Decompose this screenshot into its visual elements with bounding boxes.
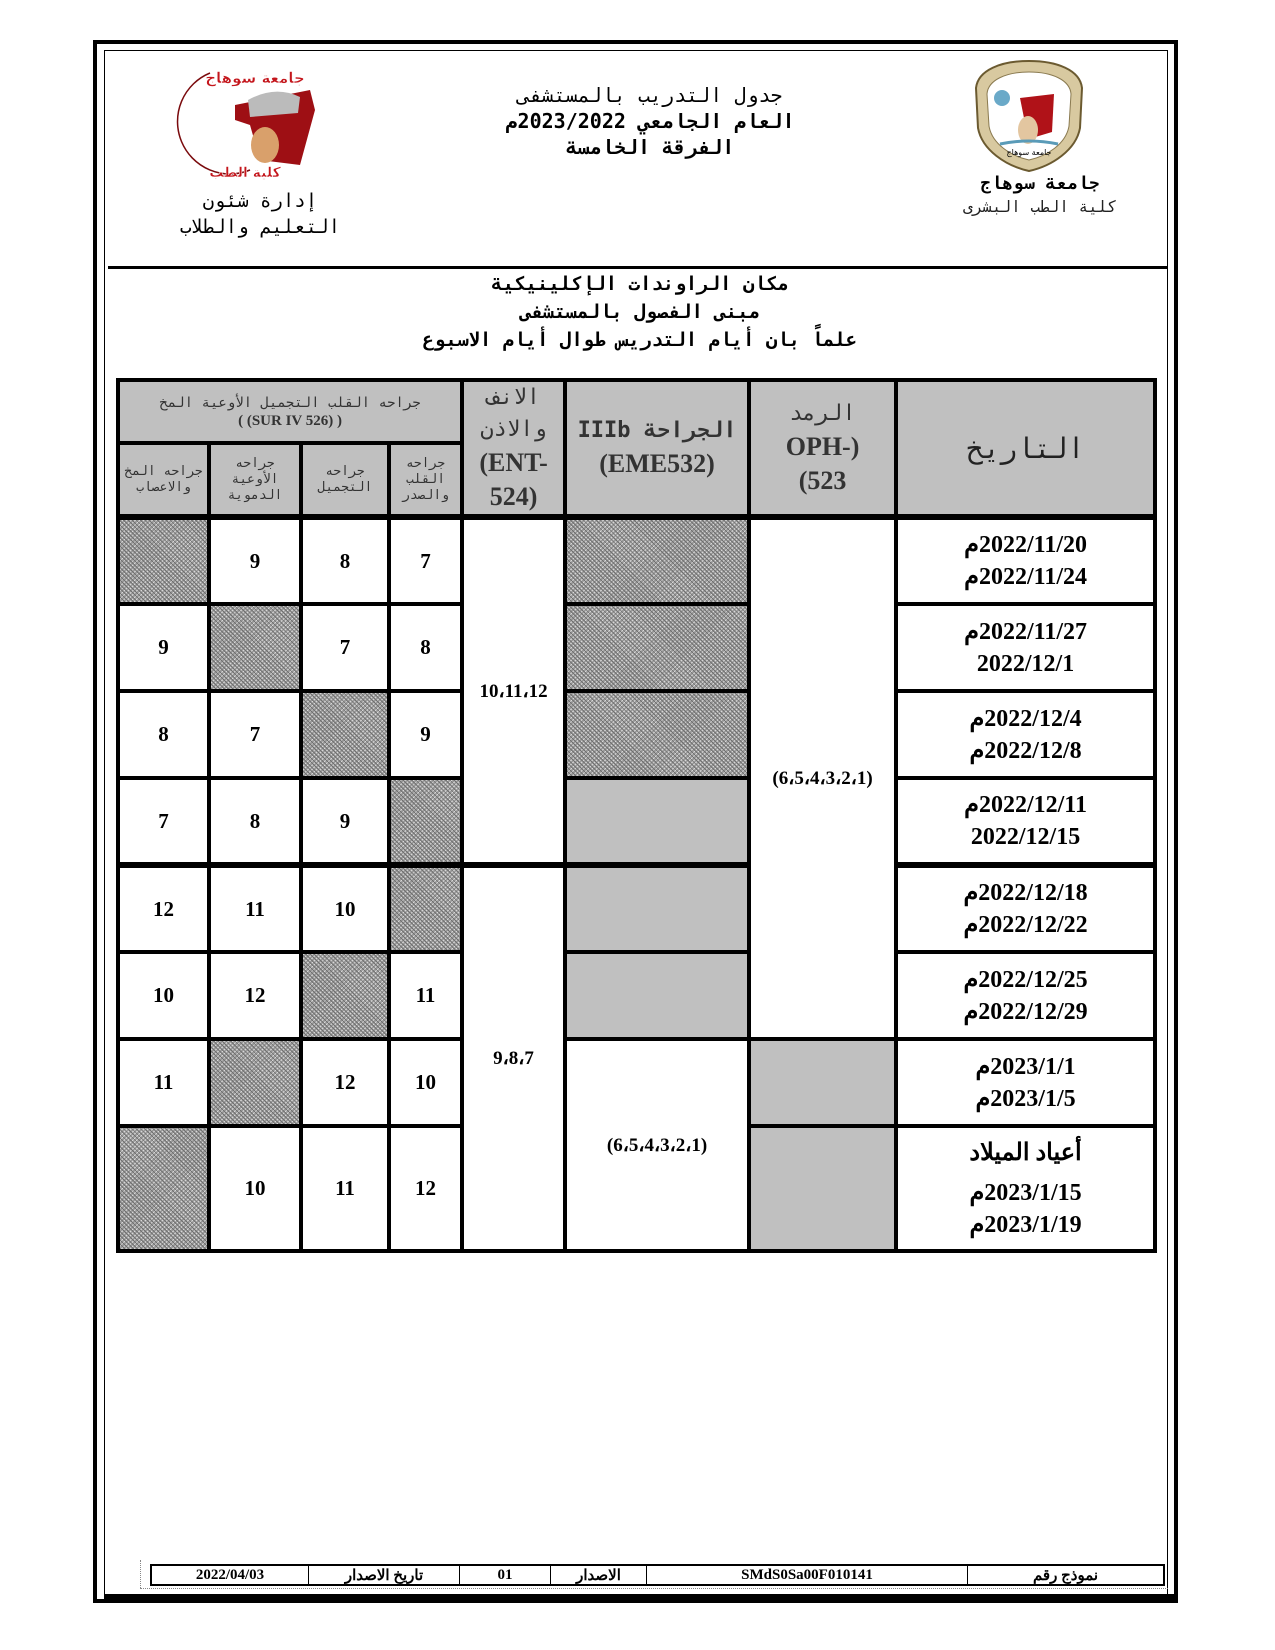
plastic-cell: 8 [301,517,389,604]
header-vascular-surgery: جراحه الأوعية الدموية [209,443,301,517]
date-cell [896,1126,1155,1251]
surgery-cell-empty [565,691,749,778]
header-plastic-surgery: جراحه التجميل [301,443,389,517]
teaching-days-note: علماً بان أيام التدريس طوال أيام الاسبوع [422,329,858,351]
neuro-cell: 8 [118,691,209,778]
plastic-cell: 10 [301,865,389,952]
ent-title-line2: والاذن [480,417,547,442]
date-cell [896,778,1155,865]
table-row [118,517,1155,604]
date-end: 2022/12/8م [969,737,1082,764]
admin-office-line2: التعليم والطلاب [179,216,341,238]
class-year: الفرقة الخامسة [565,135,735,159]
schedule-table-wrapper [116,378,1153,1253]
date-cell [896,604,1155,691]
plastic-cell-empty [301,691,389,778]
date-start: 2023/1/15م [969,1179,1082,1206]
neuro-cell: 12 [118,865,209,952]
oph-groups-block: (6،5،4،3،2،1) [749,517,896,1039]
oph-code-line1: OPH-) [785,432,860,461]
plastic-cell-empty [301,952,389,1039]
ent-code-line2: 524) [489,482,538,511]
header-divider [108,266,1168,269]
schedule-table [116,378,1157,1253]
table-row [118,865,1155,952]
date-end: 2023/1/5م [975,1085,1076,1112]
header-surgery-iiib [565,380,749,517]
plastic-cell: 11 [301,1126,389,1251]
cardio-cell-empty [389,778,462,865]
table-row [118,1039,1155,1126]
surgery-group-code: ( (SUR IV 526) ) [238,412,342,429]
surgery-cell-empty [565,778,749,865]
surgery-cell-empty [565,865,749,952]
date-end: 2023/1/19م [969,1211,1082,1238]
header-neuro-surgery: جراحه المخ والاعصاب [118,443,209,517]
date-end: 2022/12/1 [976,650,1075,677]
date-cell [896,691,1155,778]
date-end: 2022/12/22م [963,912,1088,938]
vascular-cell-empty [209,604,301,691]
cardio-cell: 9 [389,691,462,778]
date-start: 2022/12/18م [963,880,1088,906]
header-ent [462,380,565,517]
admin-office-line1: إدارة شئون [202,190,318,212]
cardio-cell: 11 [389,952,462,1039]
academic-year: العام الجامعي 2023/2022م [505,109,795,133]
oph-title: الرمد [789,401,856,426]
location-notice [300,270,980,354]
surgery-cell-empty [565,952,749,1039]
emblem-caption: جامعة سوهاج [1006,148,1052,157]
university-name: جامعة سوهاج [980,173,1100,194]
vascular-cell: 9 [209,517,301,604]
table-row [118,952,1155,1039]
header-date: التاريخ [896,380,1155,517]
faculty-name: كلية الطب البشرى [962,197,1118,216]
neuro-cell: 10 [118,952,209,1039]
university-label [930,172,1150,218]
oph-cell-empty [749,1039,896,1126]
date-cell [896,517,1155,604]
sohag-university-emblem [972,58,1087,173]
date-cell [896,1039,1155,1126]
issue-date-label: تاريخ الاصدار [308,1566,459,1584]
cardio-cell: 12 [389,1126,462,1251]
footer-dotted-edge [140,1560,141,1588]
location-line2: مبنى الفصول بالمستشفى [519,301,761,323]
vascular-cell: 8 [209,778,301,865]
ent-title-line1: الانف [487,385,541,410]
date-start: 2023/1/1م [975,1053,1076,1080]
vascular-cell: 10 [209,1126,301,1251]
ent-groups-block2: 9،8،7 [462,865,565,1251]
issue-label: الاصدار [550,1566,646,1584]
table-row [118,778,1155,865]
date-start: 2022/12/4م [969,705,1082,732]
date-end: 2022/12/15 [970,824,1081,850]
date-cell [896,865,1155,952]
plastic-cell: 7 [301,604,389,691]
date-start: 2022/12/25م [963,966,1088,993]
form-reference-bar [150,1564,1165,1586]
oph-code-line2: (523 [798,466,847,495]
table-row [118,604,1155,691]
neuro-cell: 7 [118,778,209,865]
issue-value: 01 [459,1566,550,1584]
surgery-iiib-code: (EME532) [599,449,715,478]
date-end: 2022/11/24م [964,564,1087,590]
surgery-iiib-title: الجراحة IIIb [577,418,737,443]
header-surgery-group [118,380,462,443]
vascular-cell: 7 [209,691,301,778]
form-number-label: نموذج رقم [967,1566,1163,1584]
neuro-cell-empty [118,517,209,604]
neuro-cell: 11 [118,1039,209,1126]
neuro-cell-empty [118,1126,209,1251]
vascular-cell-empty [209,1039,301,1126]
admin-office-label [150,188,370,240]
date-cell [896,952,1155,1039]
cardio-cell: 10 [389,1039,462,1126]
issue-date-value: 2022/04/03 [195,1566,265,1583]
date-start: 2022/11/27م [964,618,1087,645]
cardio-cell: 7 [389,517,462,604]
surgery-groups-block: (6،5،4،3،2،1) [565,1039,749,1251]
surgery-cell-empty [565,604,749,691]
ent-code-line1: (ENT- [479,448,548,477]
holiday-label: أعياد الميلاد [969,1139,1082,1166]
cardio-cell-empty [389,865,462,952]
cardio-cell: 8 [389,604,462,691]
surgery-group-title: جراحه القلب التجميل الأوعية المخ [159,394,421,411]
plastic-cell: 9 [301,778,389,865]
footer-dotted-line [140,1588,1168,1589]
faculty-of-medicine-logo [140,65,335,180]
logo-caption-top: جامعة سوهاج [205,69,305,87]
header-cardio-surgery: جراحه القلب والصدر [389,443,462,517]
neuro-cell: 9 [118,604,209,691]
date-start: 2022/12/11م [964,792,1087,818]
surgery-cell-empty [565,517,749,604]
table-row [118,691,1155,778]
vascular-cell: 11 [209,865,301,952]
vascular-cell: 12 [209,952,301,1039]
plastic-cell: 12 [301,1039,389,1126]
document-title [450,82,850,160]
location-line1: مكان الراوندات الإكلينيكية [491,273,789,295]
title-line1: جدول التدريب بالمستشفى [517,83,783,107]
bottom-border-bar [104,1594,1178,1601]
date-start: 2022/11/20م [964,532,1087,558]
date-end: 2022/12/29م [963,998,1088,1025]
ent-groups-block1: 10،11،12 [462,517,565,865]
header-row-1 [118,380,1155,443]
oph-cell-empty [749,1126,896,1251]
form-number-value: SMdS0Sa00F010141 [646,1566,967,1584]
logo-caption-bottom: كلية الطب [209,165,281,180]
header-ophthalmology [749,380,896,517]
